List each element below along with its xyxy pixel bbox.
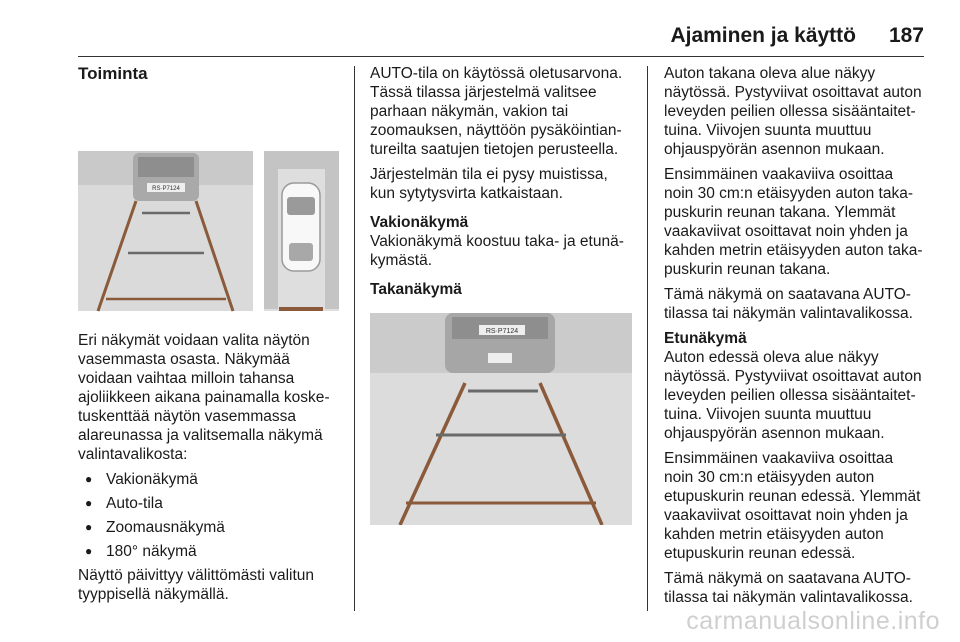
front-lines-paragraph: Ensimmäinen vaakaviiva osoittaa noin 30 cm:n etäisyyden auton etupuskurin reunan edessä. Ylemmät vaakaviivat osoittavat noin yhden ja kahden metrin etäisyyden auton etupuskurin reunan edessä. bbox=[664, 450, 921, 562]
rear-lines-paragraph: Ensimmäinen vaakaviiva osoittaa noin 30 cm:n etäisyyden auton takapuskurin reunan takana. Ylemmät vaakaviivat osoittavat noin yhden ja kahden metrin etäisyyden auton takapuskurin reunan takana. bbox=[664, 166, 923, 278]
column-1 bbox=[78, 64, 340, 610]
auto-mode-paragraph: AUTO-tila on käytössä oletusarvona. Tässä tilassa järjestelmä valitsee parhaan näkymän, vakion tai zoomauksen, näyttöön pysäköintiantureilta saatujen tietojen perusteella. bbox=[370, 65, 623, 158]
view-list bbox=[78, 470, 340, 561]
list-item: ● Zoomausnäkymä bbox=[78, 518, 340, 537]
list-item: ● Vakionäkymä bbox=[78, 470, 340, 489]
rear-availability-paragraph: Tämä näkymä on saatavana AUTO-tilassa tai näkymän valintavalikossa. bbox=[664, 286, 913, 322]
standard-view-heading: Vakionäkymä bbox=[370, 214, 469, 231]
column-divider-2 bbox=[647, 66, 648, 611]
column-divider-1 bbox=[354, 66, 355, 611]
column-3 bbox=[664, 64, 926, 613]
section-heading: Toiminta bbox=[78, 64, 148, 83]
rear-view-heading: Takanäkymä bbox=[370, 281, 462, 298]
page-header bbox=[0, 0, 960, 56]
rear-camera-view bbox=[78, 151, 253, 311]
column-2 bbox=[370, 64, 634, 525]
memory-paragraph: Järjestelmän tila ei pysy muistissa, kun sytytysvirta katkaistaan. bbox=[370, 166, 608, 202]
watermark: carmanualsonline.info bbox=[686, 607, 940, 635]
header-rule bbox=[78, 56, 924, 57]
outro-paragraph: Näyttö päivittyy välittömästi valitun tyyppisellä näkymällä. bbox=[78, 567, 315, 603]
front-view-heading: Etunäkymä bbox=[664, 330, 747, 347]
front-availability-paragraph: Tämä näkymä on saatavana AUTO-tilassa tai näkymän valintavalikossa. bbox=[664, 570, 913, 606]
rear-view-figure bbox=[370, 313, 632, 525]
page-number: 187 bbox=[888, 24, 924, 47]
front-desc-paragraph: Auton edessä oleva alue näkyy näytössä. Pystyviivat osoittavat auton leveyden peilien ollessa sisääntaitettuina. Viivojen suunta muuttuu ohjauspyörän asennon mukaan. bbox=[664, 349, 922, 442]
header-title: Ajaminen ja käyttö bbox=[670, 24, 856, 47]
standard-view-paragraph: Vakionäkymä koostuu taka- ja etunäkymästä. bbox=[370, 233, 624, 269]
list-item: ● 180° näkymä bbox=[78, 542, 340, 561]
license-plate-text: RS·P7124 bbox=[485, 328, 519, 335]
top-view bbox=[264, 151, 339, 311]
rear-desc-paragraph: Auton takana oleva alue näkyy näytössä. Pystyviivat osoittavat auton leveyden peilien ollessa sisääntaitettuina. Viivojen suunta muuttuu ohjauspyörän asennon mukaan. bbox=[664, 65, 922, 158]
camera-views-figure bbox=[78, 103, 340, 315]
list-item: ● Auto-tila bbox=[78, 494, 340, 513]
intro-paragraph: Eri näkymät voidaan valita näytön vasemmasta osasta. Näkymää voidaan vaihtaa milloin tahansa ajoliikkeen aikana painamalla kosketuskenttää näytön vasemmassa alareunassa ja valitsemalla näkymä valintavalikosta: bbox=[78, 332, 330, 463]
license-plate-text: RS·P7124 bbox=[152, 186, 180, 192]
